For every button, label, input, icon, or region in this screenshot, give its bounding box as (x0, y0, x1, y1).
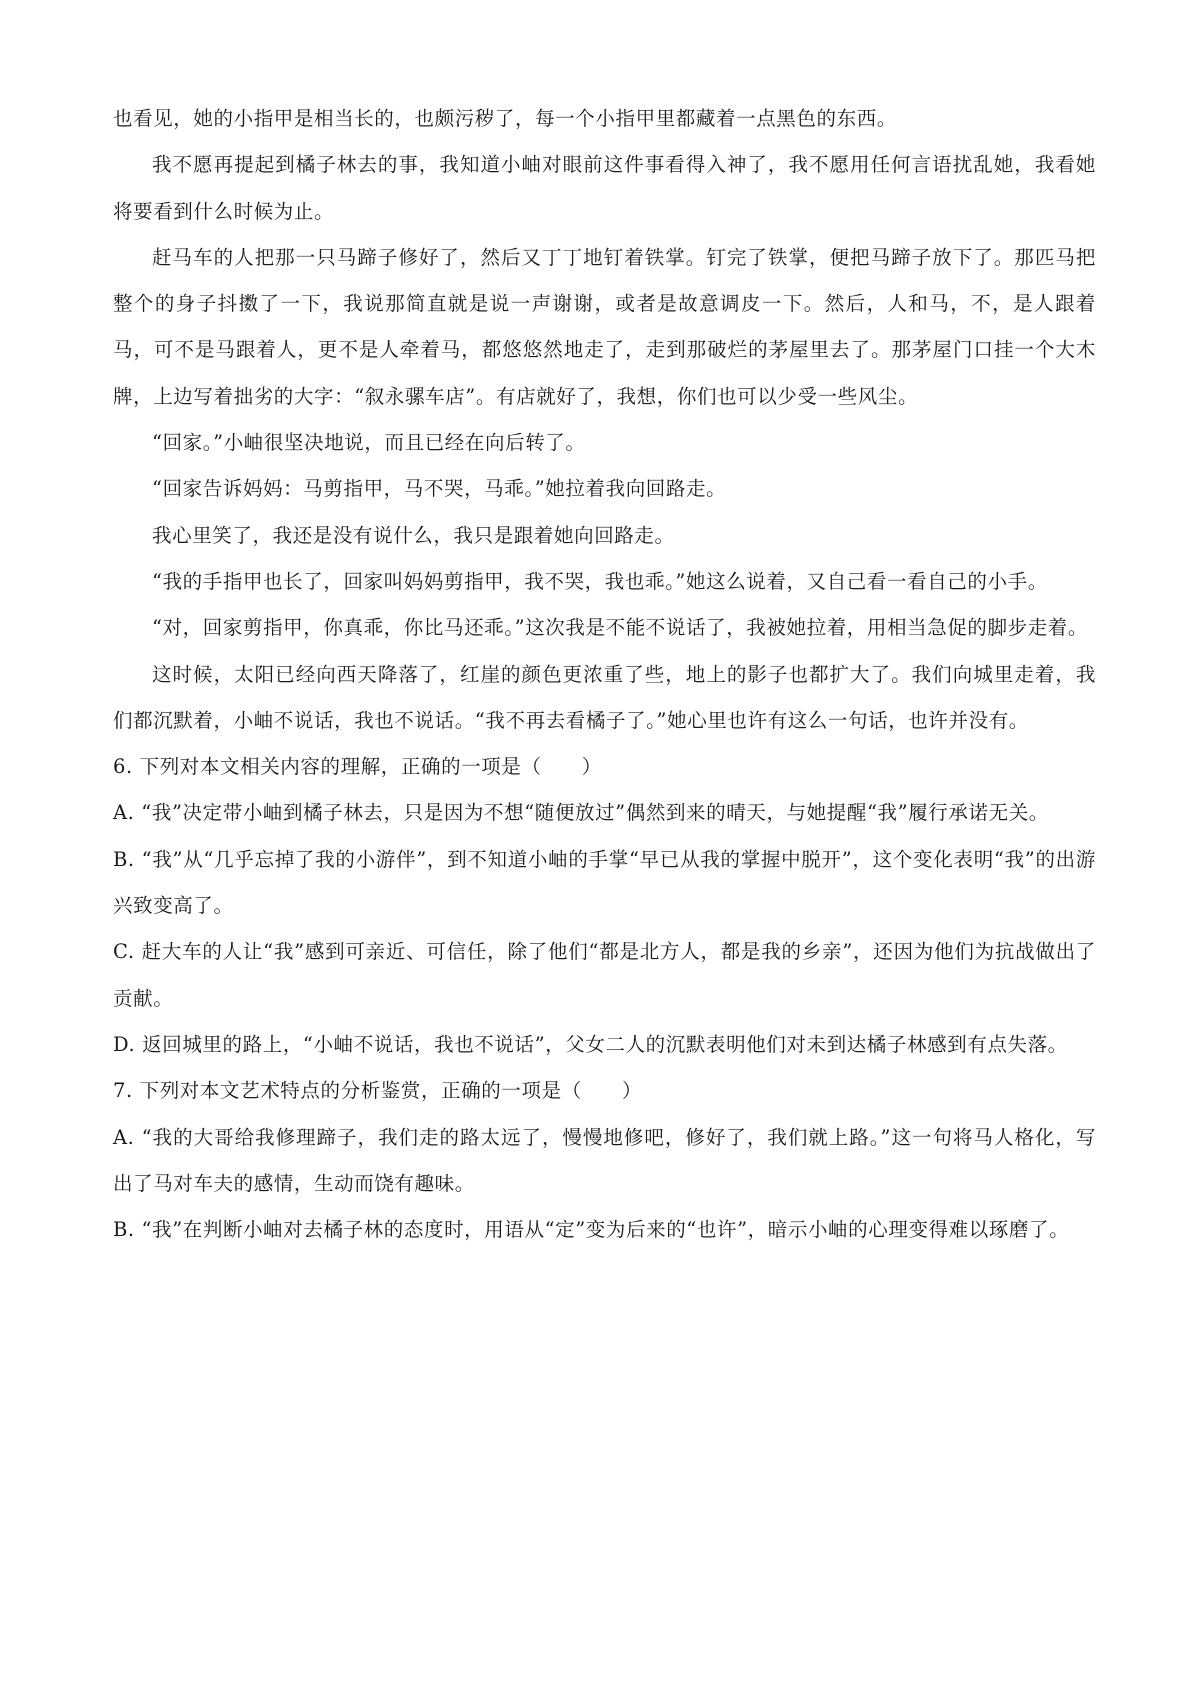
passage-paragraph-3: 赶马车的人把那一只马蹄子修好了，然后又丁丁地钉着铁掌。钉完了铁掌，便把马蹄子放下了。那匹马把整个的身子抖擞了一下，我说那简直就是说一声谢谢，或者是故意调皮一下。然后，人和马，不，是人跟着马，可不是马跟着人，更不是人牵着马，都悠悠然地走了，走到那破烂的茅屋里去了。那茅屋门口挂一个大木牌，上边写着拙劣的大字：“叙永骡车店”。有店就好了，我想，你们也可以少受一些风尘。 (113, 245, 1096, 408)
passage-paragraph-7: “我的手指甲也长了，回家叫妈妈剪指甲，我不哭，我也乖。”她这么说着，又自己看一看自己的小手。 (152, 569, 1048, 593)
question-7-option-a: A. “我的大哥给我修理蹄子，我们走的路太远了，慢慢地修吧，修好了，我们就上路。”这一句将马人格化，写出了马对车夫的感情，生动而饶有趣味。 (113, 1125, 1096, 1195)
question-6-option-c: C. 赶大车的人让“我”感到可亲近、可信任，除了他们“都是北方人，都是我的乡亲”，还因为他们为抗战做出了贡献。 (113, 940, 1096, 1010)
question-6-option-a: A. “我”决定带小岫到橘子林去，只是因为不想“随便放过”偶然到来的晴天，与她提醒“我”履行承诺无关。 (113, 801, 1049, 825)
page-content (113, 96, 1096, 1253)
passage-paragraph-4: “回家。”小岫很坚决地说，而且已经在向后转了。 (152, 431, 586, 455)
passage-paragraph-8: “对，回家剪指甲，你真乖，你比马还乖。”这次我是不能不说话了，我被她拉着，用相当急促的脚步走着。 (152, 616, 1088, 640)
question-6-stem: 6. 下列对本文相关内容的理解，正确的一项是（ ） (113, 755, 602, 779)
passage-paragraph-6: 我心里笑了，我还是没有说什么，我只是跟着她向回路走。 (152, 523, 675, 547)
passage-paragraph-1: 也看见，她的小指甲是相当长的，也颇污秽了，每一个小指甲里都藏着一点黑色的东西。 (113, 107, 897, 130)
question-6-option-b: B. “我”从“几乎忘掉了我的小游伴”，到不知道小岫的手掌“早已从我的掌握中脱开”，这个变化表明“我”的出游兴致变高了。 (113, 847, 1096, 918)
question-6-option-d: D. 返回城里的路上，“小岫不说话，我也不说话”，父女二人的沉默表明他们对未到达橘子林感到有点失落。 (113, 1032, 1068, 1056)
passage-paragraph-5: “回家告诉妈妈：马剪指甲，马不哭，马乖。”她拉着我向回路走。 (152, 477, 727, 501)
question-7-option-b: B. “我”在判断小岫对去橘子林的态度时，用语从“定”变为后来的“也许”，暗示小岫的心理变得难以琢磨了。 (113, 1218, 1070, 1242)
passage-paragraph-2: 我不愿再提起到橘子林去的事，我知道小岫对眼前这件事看得入神了，我不愿用任何言语扰乱她，我看她将要看到什么时候为止。 (113, 153, 1096, 223)
passage-paragraph-9: 这时候，太阳已经向西天降落了，红崖的颜色更浓重了些，地上的影子也都扩大了。我们向城里走着，我们都沉默着，小岫不说话，我也不说话。“我不再去看橘子了。”她心里也许有这么一句话，也许并没有。 (113, 662, 1096, 732)
question-7-stem: 7. 下列对本文艺术特点的分析鉴赏，正确的一项是（ ） (113, 1079, 643, 1103)
